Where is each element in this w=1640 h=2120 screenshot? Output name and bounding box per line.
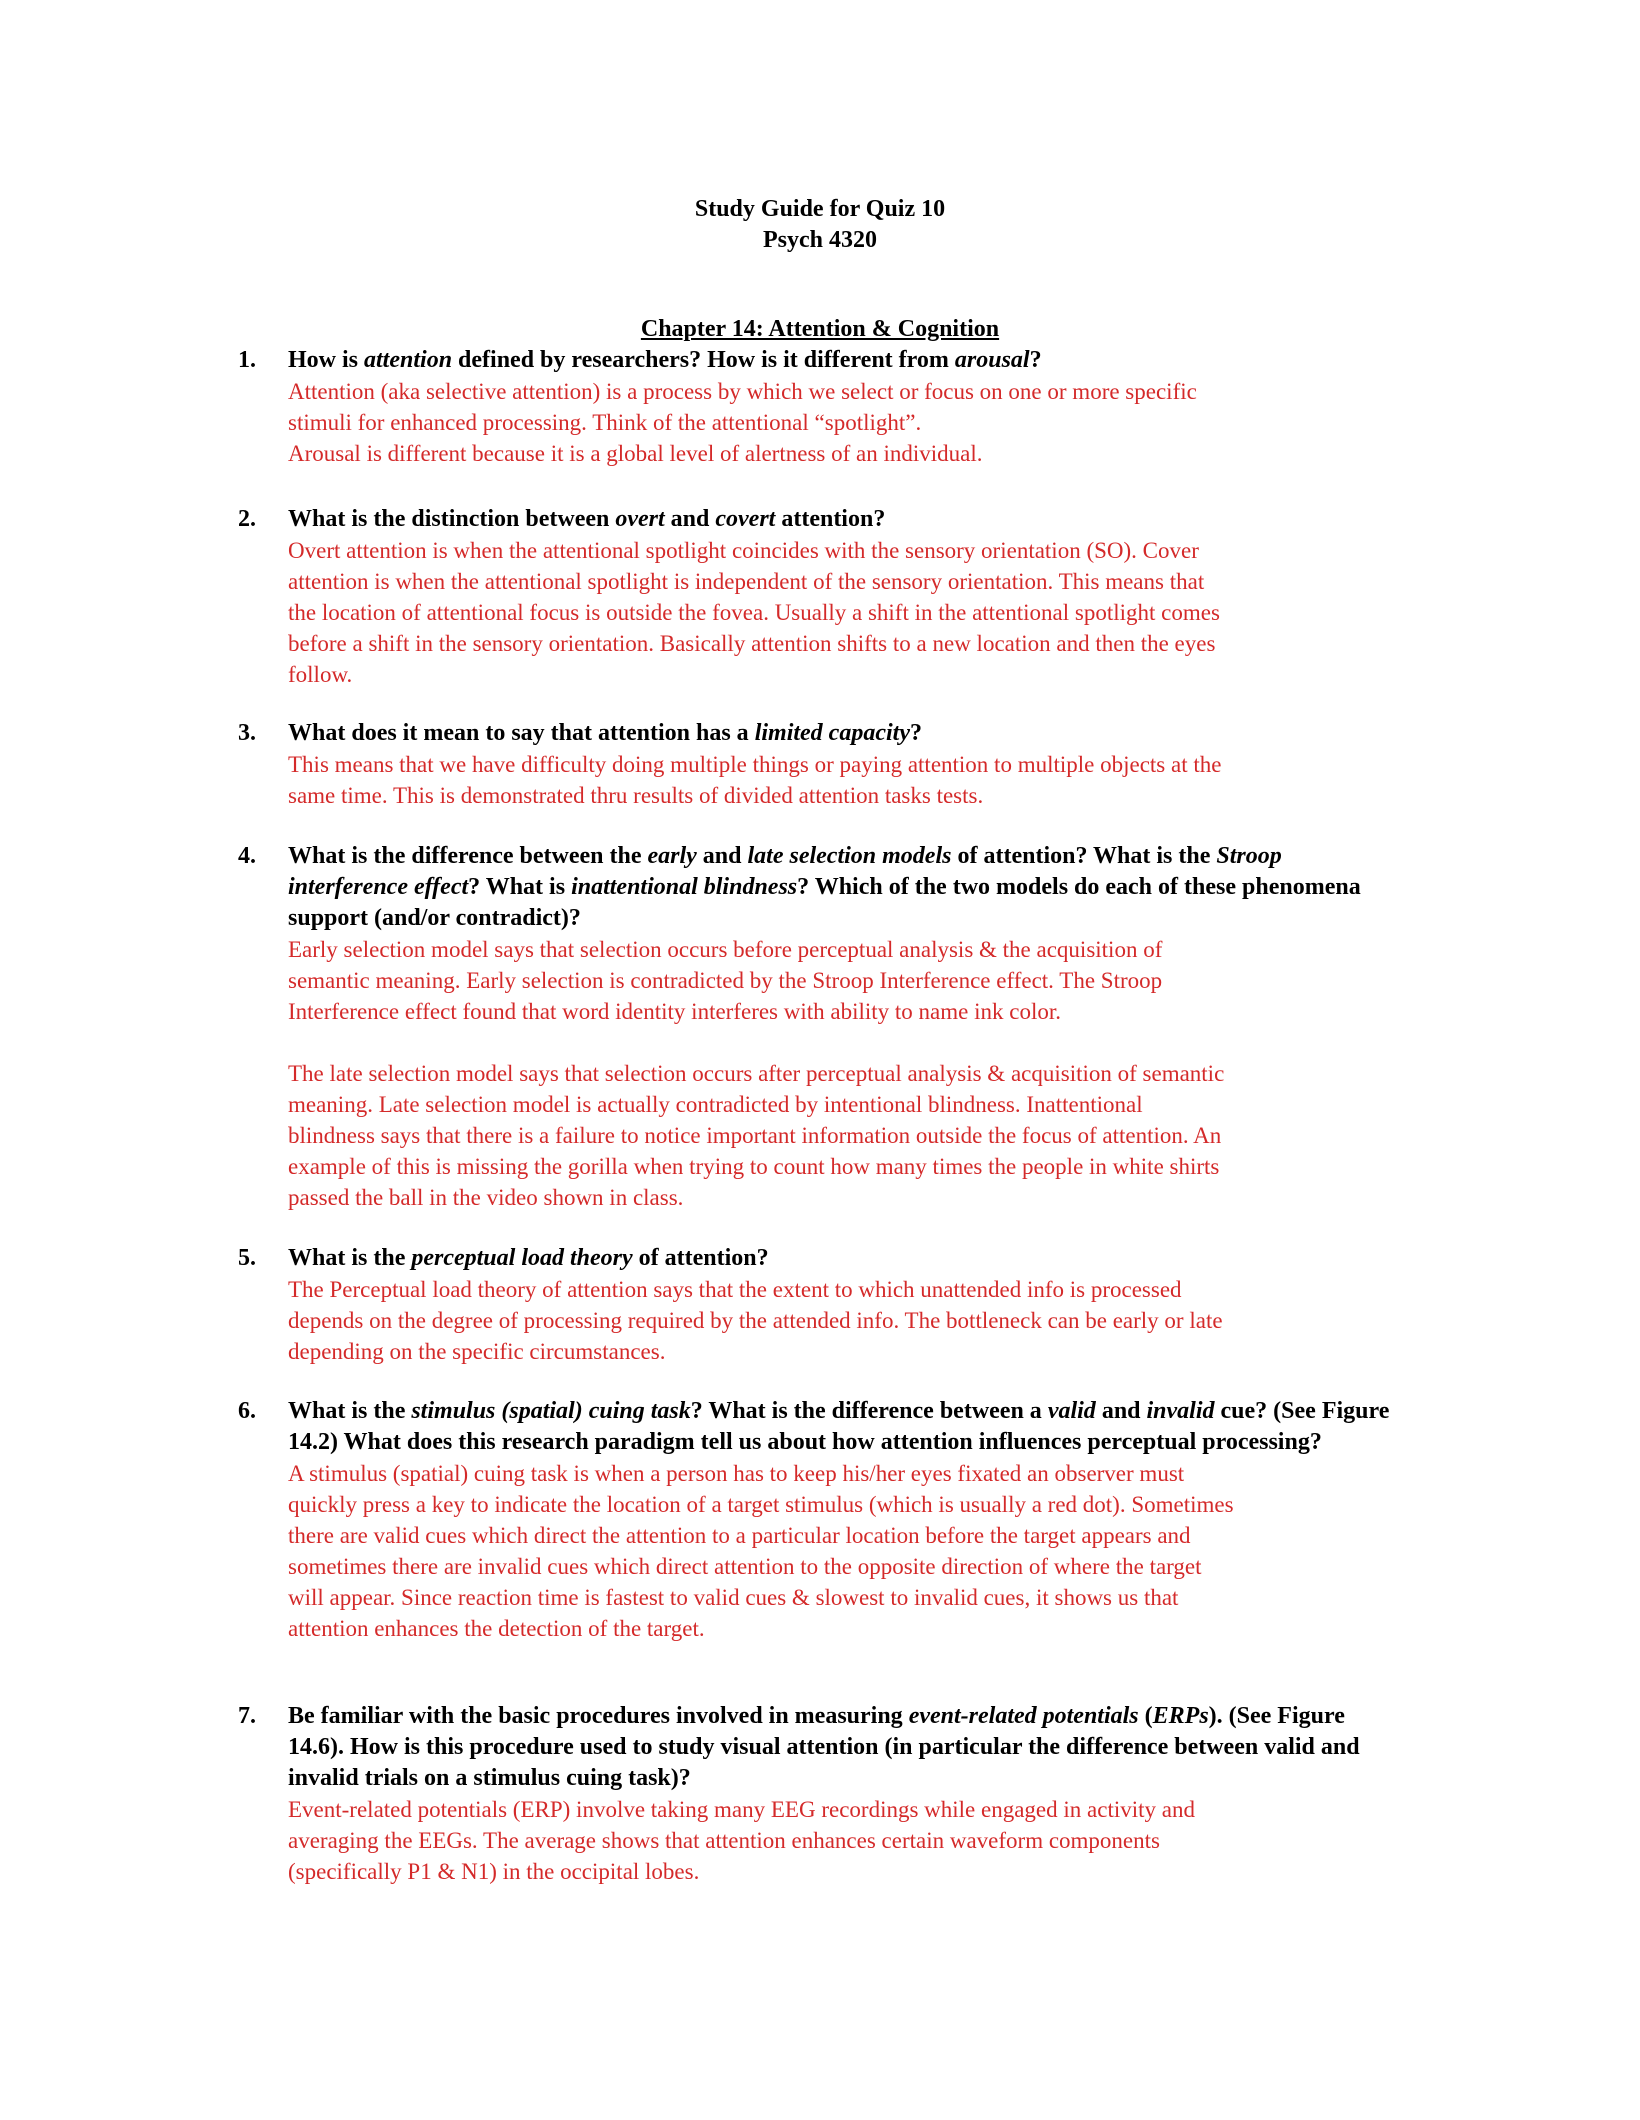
question-text [288,841,1398,934]
question-text-segment: What is the [288,1398,412,1424]
question-italic-term: late selection models [747,843,952,869]
question-italic-term: attention [364,347,453,373]
question-italic-term: arousal [954,347,1030,373]
question-text-segment: What does it mean to say that attention has a [288,720,755,746]
question-text-segment: What is the [288,1245,412,1271]
question-number: 4. [238,843,256,869]
question-text [288,1243,1398,1274]
answer-text: Early selection model says that selection occurs before perceptual analysis & the acquisition of semantic meaning. Early selection is contradicted by the Stroop Interference effect. The Stroop Interference effect found that word identity interferes with ability to name ink color. [288,937,1163,1024]
question-number: 3. [238,720,256,746]
question-italic-term: overt [615,506,665,532]
question-text-segment: ? [1029,347,1042,373]
question-block [238,1396,1398,1644]
question-block [238,345,1398,469]
course-name: Psych 4320 [763,227,877,253]
answer-text: Overt attention is when the attentional spotlight coincides with the sensory orientation (SO). Cover attention is when the attentional spotlight is independent of the sensory orientation. This means that the location of attentional focus is outside the fovea. Usually a shift in the attentional spotlight comes before a shift in the sensory orientation. Basically attention shifts to a new location and then the eyes follow. [288,538,1220,687]
question-text-segment: Be familiar with the basic procedures involved in measuring [288,1703,909,1729]
question-text-segment: ). (See Figure 14.6). How is this procedure used to study visual attention (in particular the difference between valid and invalid trials on a stimulus cuing task)? [288,1703,1360,1791]
question-italic-term: early [647,843,697,869]
question-text [288,1396,1398,1458]
question-block [238,718,1398,811]
question-block [238,1243,1398,1367]
question-block [238,841,1398,1213]
question-italic-term: inattentional blindness [571,874,798,900]
question-text-segment: What is the difference between the [288,843,648,869]
question-text-segment: of attention? [632,1245,769,1271]
question-italic-term: perceptual load theory [411,1245,633,1271]
question-text-segment: defined by researchers? How is it different from [452,347,955,373]
question-number: 7. [238,1703,256,1729]
document-title: Study Guide for Quiz 10 [694,196,946,222]
question-text-segment: ? What is [468,874,572,900]
answer-text: Attention (aka selective attention) is a process by which we select or focus on one or more specific stimuli for enhanced processing. Think of the attentional “spotlight”. Arousal is different because it is a global level of alertness of an individual. [288,379,1197,466]
answer-text: This means that we have difficulty doing multiple things or paying attention to multiple objects at the same time. This is demonstrated thru results of divided attention tasks tests. [288,752,1222,808]
question-text [288,504,1398,535]
question-text-segment: ? What is the difference between a [690,1398,1048,1424]
question-italic-term: Stroop interference effect [288,843,1282,900]
answer-text: The late selection model says that selection occurs after perceptual analysis & acquisition of semantic meaning. Late selection model is actually contradicted by intentional blindness. Inattentional blindness says that there is a failure to notice important information outside the focus of attention. An example of this is missing the gorilla when trying to count how many times the people in white shirts passed the ball in the video shown in class. [288,1061,1225,1210]
question-italic-term: covert [715,506,776,532]
question-italic-term: invalid [1146,1398,1215,1424]
question-text [288,345,1398,376]
question-block [238,1701,1398,1887]
chapter-heading: Chapter 14: Attention & Cognition [640,316,1000,342]
question-italic-term: limited capacity [754,720,910,746]
question-italic-term: ERPs [1152,1703,1209,1729]
question-italic-term: valid [1047,1398,1096,1424]
question-text-segment: cue? (See Figure 14.2) What does this research paradigm tell us about how attention influences perceptual processing? [288,1398,1390,1455]
answer-text: The Perceptual load theory of attention says that the extent to which unattended info is processed depends on the degree of processing required by the attended info. The bottleneck can be early or late depending on the specific circumstances. [288,1277,1223,1364]
answer-text: A stimulus (spatial) cuing task is when a person has to keep his/her eyes fixated an observer must quickly press a key to indicate the location of a target stimulus (which is usually a red dot). Sometimes there are valid cues which direct the attention to a particular location before the target appears and sometimes there are invalid cues which direct attention to the opposite direction of where the target will appear. Since reaction time is fastest to valid cues & slowest to invalid cues, it shows us that attention enhances the detection of the target. [288,1461,1234,1641]
question-number: 5. [238,1245,256,1271]
question-block [238,504,1398,690]
question-text [288,718,1398,749]
question-italic-term: stimulus (spatial) cuing task [411,1398,691,1424]
question-italic-term: event-related potentials [908,1703,1139,1729]
question-text-segment: ? Which of the two models do each of these phenomena support (and/or contradict)? [288,874,1361,931]
question-text-segment: What is the distinction between [288,506,616,532]
question-text-segment: and [696,843,748,869]
question-text-segment: of attention? What is the [951,843,1217,869]
question-text-segment: How is [288,347,365,373]
question-text-segment: and [664,506,716,532]
question-text-segment: and [1095,1398,1147,1424]
question-text-segment: ? [909,720,922,746]
question-text [288,1701,1398,1794]
document-header [0,194,1640,256]
question-number: 1. [238,347,256,373]
answer-text: Event-related potentials (ERP) involve taking many EEG recordings while engaged in activity and averaging the EEGs. The average shows that attention enhances certain waveform components (specifically P1 & N1) in the occipital lobes. [288,1797,1195,1884]
question-text-segment: attention? [775,506,886,532]
question-number: 2. [238,506,256,532]
question-text-segment: ( [1138,1703,1153,1729]
question-number: 6. [238,1398,256,1424]
